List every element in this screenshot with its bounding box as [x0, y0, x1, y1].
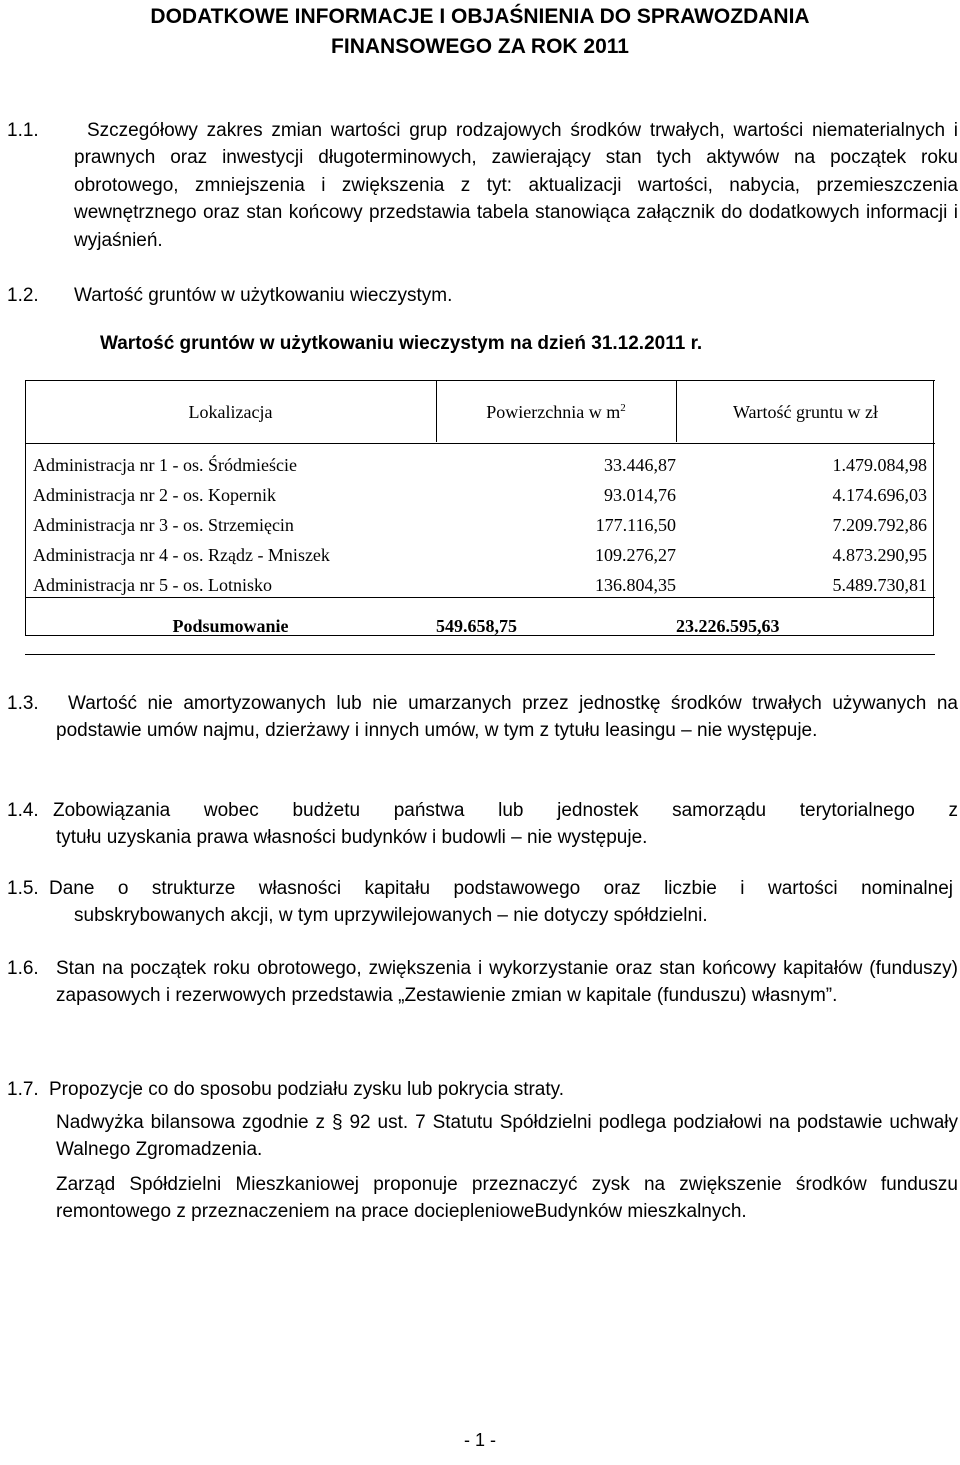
- section-1-7-paragraph1: Nadwyżka bilansowa zgodnie z § 92 ust. 7 Statutu Spółdzielni podlega podziałowi na podstawie uchwały Walnego Zgromadzenia.: [56, 1112, 958, 1161]
- header-location: Lokalizacja: [25, 381, 436, 444]
- section-1-6-number: 1.6.: [7, 958, 39, 979]
- section-1-5-number: 1.5.: [7, 878, 39, 899]
- cell-area: 93.014,76: [604, 485, 676, 505]
- cell-value: 1.479.084,98: [832, 455, 927, 475]
- summary-label: Podsumowanie: [25, 598, 436, 655]
- section-1-3-text: Wartość nie amortyzowanych lub nie umarzanych przez jednostkę środków trwałych używanych na podstawie umów najmu, dzierżawy i innych umów, w tym z tytułu leasingu – nie występuje.: [56, 693, 958, 742]
- cell-location: Administracja nr 1 - os. Śródmieście: [33, 455, 297, 475]
- section-1-7-number: 1.7.: [7, 1079, 39, 1100]
- land-value-table: [25, 380, 935, 655]
- section-1-2-text: Wartość gruntów w użytkowaniu wieczystym.: [74, 285, 453, 306]
- cell-location: Administracja nr 2 - os. Kopernik: [33, 485, 276, 505]
- cell-area: 109.276,27: [595, 545, 676, 565]
- page-number: - 1 -: [463, 1430, 496, 1450]
- document-title-line1: DODATKOWE INFORMACJE I OBJAŚNIENIA DO SPRAWOZDANIA: [150, 5, 810, 28]
- section-1-7-paragraph2: Zarząd Spółdzielni Mieszkaniowej proponuje przeznaczyć zysk na zwiększenie środków funduszu remontowego z przeznaczeniem na prace docieplenioweBudynków mieszkalnych.: [56, 1174, 958, 1223]
- section-1-4-line1: Zobowiązania wobec budżetu państwa lub jednostek samorządu terytorialnego z: [53, 800, 958, 821]
- cell-value: 4.174.696,03: [832, 485, 927, 505]
- cell-value: 4.873.290,95: [832, 545, 927, 565]
- cell-area: 136.804,35: [595, 575, 676, 595]
- table-summary-row: [25, 598, 935, 655]
- section-1-4-line2: tytułu uzyskania prawa własności budynków i budowli – nie występuje.: [56, 827, 648, 848]
- section-1-1-text: Szczegółowy zakres zmian wartości grup rodzajowych środków trwałych, wartości niematerialnych i prawnych oraz inwestycji długoterminowych, zawierający stan tych aktywów na początek roku obrotowego, zmniejszenia i zwiększenia z tyt: aktualizacji wartości, nabycia, przemieszczenia wewnętrznego oraz stan końcowy przedstawia tabela stanowiąca załącznik do dodatkowych informacji i wyjaśnień.: [74, 120, 958, 251]
- summary-area: 549.658,75: [436, 598, 676, 655]
- cell-value: 7.209.792,86: [832, 515, 927, 535]
- table-row: [25, 537, 935, 567]
- table-row: [25, 507, 935, 537]
- cell-area: 177.116,50: [595, 515, 676, 535]
- cell-location: Administracja nr 4 - os. Rządz - Mniszek: [33, 545, 330, 565]
- cell-location: Administracja nr 5 - os. Lotnisko: [33, 575, 272, 595]
- section-1-4-number: 1.4.: [7, 800, 39, 821]
- table-title: Wartość gruntów w użytkowaniu wieczystym na dzień 31.12.2011 r.: [100, 333, 703, 354]
- cell-area: 33.446,87: [604, 455, 676, 475]
- document-title-line2: FINANSOWEGO ZA ROK 2011: [331, 35, 629, 58]
- cell-value: 5.489.730,81: [832, 575, 927, 595]
- section-1-7-title: Propozycje co do sposobu podziału zysku lub pokrycia straty.: [49, 1079, 565, 1100]
- section-1-6-text: Stan na początek roku obrotowego, zwiększenia i wykorzystanie oraz stan końcowy kapitałów (funduszy) zapasowych i rezerwowych przedstawia „Zestawienie zmian w kapitale (funduszu) własnym”.: [56, 958, 958, 1007]
- summary-value: 23.226.595,63: [676, 598, 935, 655]
- section-1-5-line1: Dane o strukturze własności kapitału podstawowego oraz liczbie i wartości nominalnej: [49, 878, 953, 899]
- section-1-5-line2: subskrybowanych akcji, w tym uprzywilejowanych – nie dotyczy spółdzielni.: [74, 905, 708, 926]
- header-area: Powierzchnia w $m^2$: [436, 381, 676, 444]
- table-row: [25, 477, 935, 507]
- section-1-2-number: 1.2.: [7, 285, 39, 306]
- table-header-row: [25, 381, 935, 444]
- section-1-3-number: 1.3.: [7, 693, 39, 714]
- section-1-1-number: 1.1.: [7, 120, 39, 141]
- header-value: Wartość gruntu w zł: [676, 381, 935, 444]
- cell-location: Administracja nr 3 - os. Strzemięcin: [33, 515, 294, 535]
- header-divider: [436, 380, 437, 442]
- table-row: [25, 567, 935, 598]
- header-area-superscript: 2: [620, 401, 626, 414]
- table-row: [25, 444, 935, 478]
- header-divider: [676, 380, 677, 442]
